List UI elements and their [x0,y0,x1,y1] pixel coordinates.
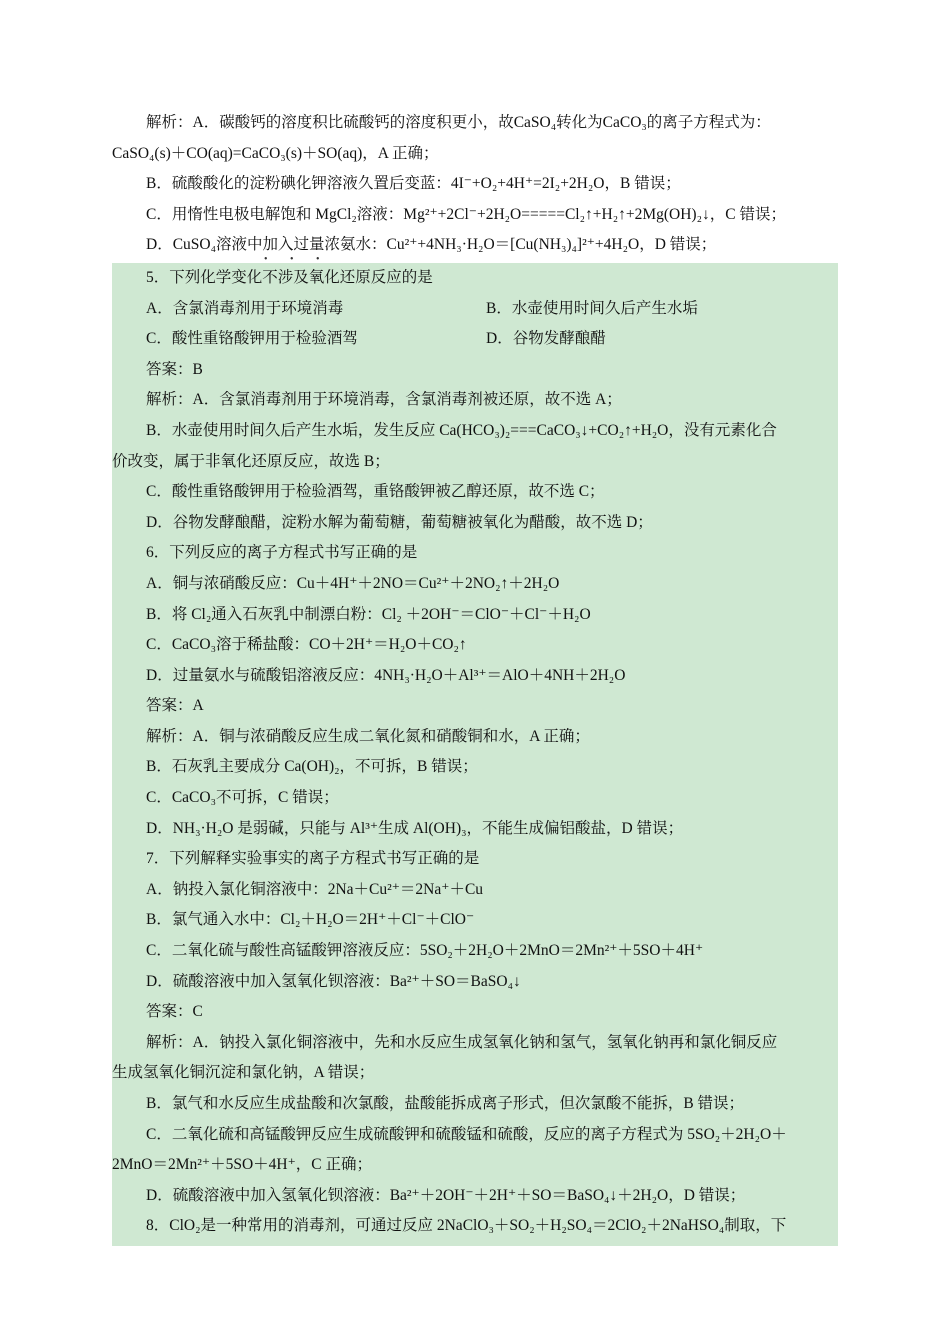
text-line: CaSO₄(s)＋CO(aq)=CaCO₃(s)＋SO(aq)，A 正确； [112,144,439,162]
previous-explanation [112,108,838,261]
answer: 答案：B [146,360,203,378]
answer: 答案：A [146,697,204,715]
explanation-line: D．谷物发酵酿醋，淀粉水解为葡萄糖，葡萄糖被氧化为醋酸，故不选 D； [146,513,653,531]
explanation-line: B．氯气和水反应生成盐酸和次氯酸，盐酸能拆成离子形式，但次氯酸不能拆，B 错误； [146,1095,745,1112]
question-6 [112,538,838,844]
explanation-line: B．水壶使用时间久后产生水垢，发生反应 Ca(HCO₃)₂===CaCO₃↓+CO₂↑+H₂O，没有元素化合 [146,421,777,439]
answer: 答案：C [146,1003,203,1021]
question-stem: 6．下列反应的离子方程式书写正确的是 [146,544,418,562]
question-stem: 8．ClO₂是一种常用的消毒剂，可通过反应 2NaClO₃＋SO₂＋H₂SO₄＝2ClO₂＋2NaHSO₄制取，下 [146,1217,787,1235]
option-b: B．将 Cl₂通入石灰乳中制漂白粉：Cl₂ ＋2OH⁻＝ClO⁻＋Cl⁻＋H₂O [146,605,591,623]
question-5 [112,263,838,538]
highlighted-region: • • • 5．下列化学变化不涉及氧化还原反应的是 A．含氯消毒剂用于环境消毒 B．水壶使用时间久后产生水垢 C．酸性重铬酸钾用于检验酒驾 D．谷物发酵酿醋 答案：B 解析：A．含氯消毒剂用于环境消毒，含氯消毒剂被还原，故不选 A； B．水壶使用时间久后产生水垢，发生反应 Ca(HCO₃)₂===CaCO₃↓+CO₂↑+H₂O，没有元素化合 价改变，属于非氧化还原反应，故选 B； C．酸性重铬酸钾用于检验酒驾，重铬酸钾被乙醇还原，故不选 C； D．谷物发酵酿醋，淀粉水解为葡萄糖，葡萄糖被氧化为醋酸，故不选 D； 6．下列反应的离子方程式书写正确的是 A．铜与浓硝酸反应：Cu＋4H⁺＋2NO＝Cu²⁺＋2NO₂↑＋2H₂O B．将 Cl₂通入石灰乳中制漂白粉：Cl₂ ＋2OH⁻＝ClO⁻＋Cl⁻＋H₂O C．CaCO₃溶于稀盐酸：CO＋2H⁺＝H₂O＋CO₂↑ D．过量氨水与硫酸铝溶液反应：4NH₃·H₂O＋Al³⁺＝AlO＋4NH＋2H₂O 答案：A 解析：A．铜与浓硝酸反应生成二氧化氮和硝酸铜和水，A 正确； B．石灰乳主要成分 Ca(OH)₂，不可拆，B 错误； C．CaCO₃不可拆，C 错误； D．NH₃·H₂O 是弱碱，只能与 Al³⁺生成 Al(OH)₃，不能生成偏铝酸盐，D 错误； 7．下列解释实验事实的离子方程式书写正确的是 A．钠投入氯化铜溶液中：2Na＋Cu²⁺＝2Na⁺＋Cu B．氯气通入水中：Cl₂＋H₂O＝2H⁺＋Cl⁻＋ClO⁻ C．二氧化硫与酸性高锰酸钾溶液反应：5SO₂＋2H₂O＋2MnO＝2Mn²⁺＋5SO＋4H⁺ D．硫酸溶液中加入氢氧化钡溶液：Ba²⁺＋SO＝BaSO₄↓ 答案：C 解析：A．钠投入氯化铜溶液中，先和水反应生成氢氧化钠和氢气，氢氧化钠再和氯化铜反应 生成氢氧化铜沉淀和氯化钠，A 错误； B．氯气和水反应生成盐酸和次氯酸，盐酸能拆成离子形式，但次氯酸不能拆，B 错误； C．二氧化硫和高锰酸钾反应生成硫酸钾和硫酸锰和硫酸，反应的离子方程式为 5SO₂＋2H₂O＋ 2MnO＝2Mn²⁺＋5SO＋4H⁺，C 正确； D．硫酸溶液中加入氢氧化钡溶液：Ba²⁺＋2OH⁻＋2H⁺＋SO＝BaSO₄↓＋2H₂O，D 错误； 8．ClO₂是一种常用的消毒剂，可通过反应 2NaClO₃＋SO₂＋H₂SO₄＝2ClO₂＋2NaHSO₄制取，下 [112,263,838,1246]
question-stem: 7．下列解释实验事实的离子方程式书写正确的是 [146,850,480,868]
text-line: D．CuSO₄溶液中加入过量浓氨水：Cu²⁺+4NH₃·H₂O＝[Cu(NH₃)₄]²⁺+4H₂O，D 错误； [146,236,717,254]
explanation-line: 解析：A．铜与浓硝酸反应生成二氧化氮和硝酸铜和水，A 正确； [146,727,590,745]
option-a: A．钠投入氯化铜溶液中：2Na＋Cu²⁺＝2Na⁺＋Cu [146,880,484,898]
explanation-line: C．CaCO₃不可拆，C 错误； [146,789,339,807]
explanation-line: 生成氢氧化铜沉淀和氯化钠，A 错误； [112,1064,375,1082]
explanation-line: C．酸性重铬酸钾用于检验酒驾，重铬酸钾被乙醇还原，故不选 C； [146,483,605,501]
option-row [112,324,838,355]
option-b: B．水壶使用时间久后产生水垢 [486,299,698,317]
text-line: 解析：A．碳酸钙的溶度积比硫酸钙的溶度积更小，故CaSO₄转化为CaCO₃的离子方程式为： [146,114,771,131]
option-row [112,294,838,325]
explanation-line: D．硫酸溶液中加入氢氧化钡溶液：Ba²⁺＋2OH⁻＋2H⁺＋SO＝BaSO₄↓＋2H₂O，D 错误； [146,1186,746,1204]
option-d: D．硫酸溶液中加入氢氧化钡溶液：Ba²⁺＋SO＝BaSO₄↓ [146,972,521,990]
document-page [112,108,838,1246]
text-line: B．硫酸酸化的淀粉碘化钾溶液久置后变蓝：4I⁻+O₂+4H⁺=2I₂+2H₂O，B 错误； [146,175,681,193]
option-c: C．酸性重铬酸钾用于检验酒驾 [146,330,358,348]
explanation-line: 解析：A．钠投入氯化铜溶液中，先和水反应生成氢氧化钠和氢气，氢氧化钠再和氯化铜反应 [146,1033,778,1051]
option-c: C．二氧化硫与酸性高锰酸钾溶液反应：5SO₂＋2H₂O＋2MnO＝2Mn²⁺＋5SO＋4H⁺ [146,942,704,960]
question-8 [112,1211,838,1242]
option-a: A．含氯消毒剂用于环境消毒 [146,299,344,317]
explanation-line: 2MnO＝2Mn²⁺＋5SO＋4H⁺，C 正确； [112,1156,372,1174]
explanation-line: D．NH₃·H₂O 是弱碱，只能与 Al³⁺生成 Al(OH)₃，不能生成偏铝酸盐，D 错误； [146,819,684,837]
option-d: D．过量氨水与硫酸铝溶液反应：4NH₃·H₂O＋Al³⁺＝AlO＋4NH＋2H₂O [146,666,626,684]
option-b: B．氯气通入水中：Cl₂＋H₂O＝2H⁺＋Cl⁻＋ClO⁻ [146,911,475,929]
option-d: D．谷物发酵酿醋 [486,330,606,348]
question-7 [112,844,838,1211]
option-c: C．CaCO₃溶于稀盐酸：CO＋2H⁺＝H₂O＋CO₂↑ [146,636,467,654]
option-a: A．铜与浓硝酸反应：Cu＋4H⁺＋2NO＝Cu²⁺＋2NO₂↑＋2H₂O [146,574,560,592]
explanation-line: 解析：A．含氯消毒剂用于环境消毒，含氯消毒剂被还原，故不选 A； [146,391,622,409]
question-stem: 5．下列化学变化不涉及氧化还原反应的是 [146,268,433,286]
explanation-line: C．二氧化硫和高锰酸钾反应生成硫酸钾和硫酸锰和硫酸，反应的离子方程式为 5SO₂＋2H₂O＋ [146,1125,787,1143]
explanation-line: B．石灰乳主要成分 Ca(OH)₂，不可拆，B 错误； [146,758,478,776]
text-line: C．用惰性电极电解饱和 MgCl₂溶液：Mg²⁺+2Cl⁻+2H₂O=====Cl₂↑+H₂↑+2Mg(OH)₂↓，C 错误； [146,205,786,223]
explanation-line: 价改变，属于非氧化还原反应，故选 B； [112,452,390,470]
